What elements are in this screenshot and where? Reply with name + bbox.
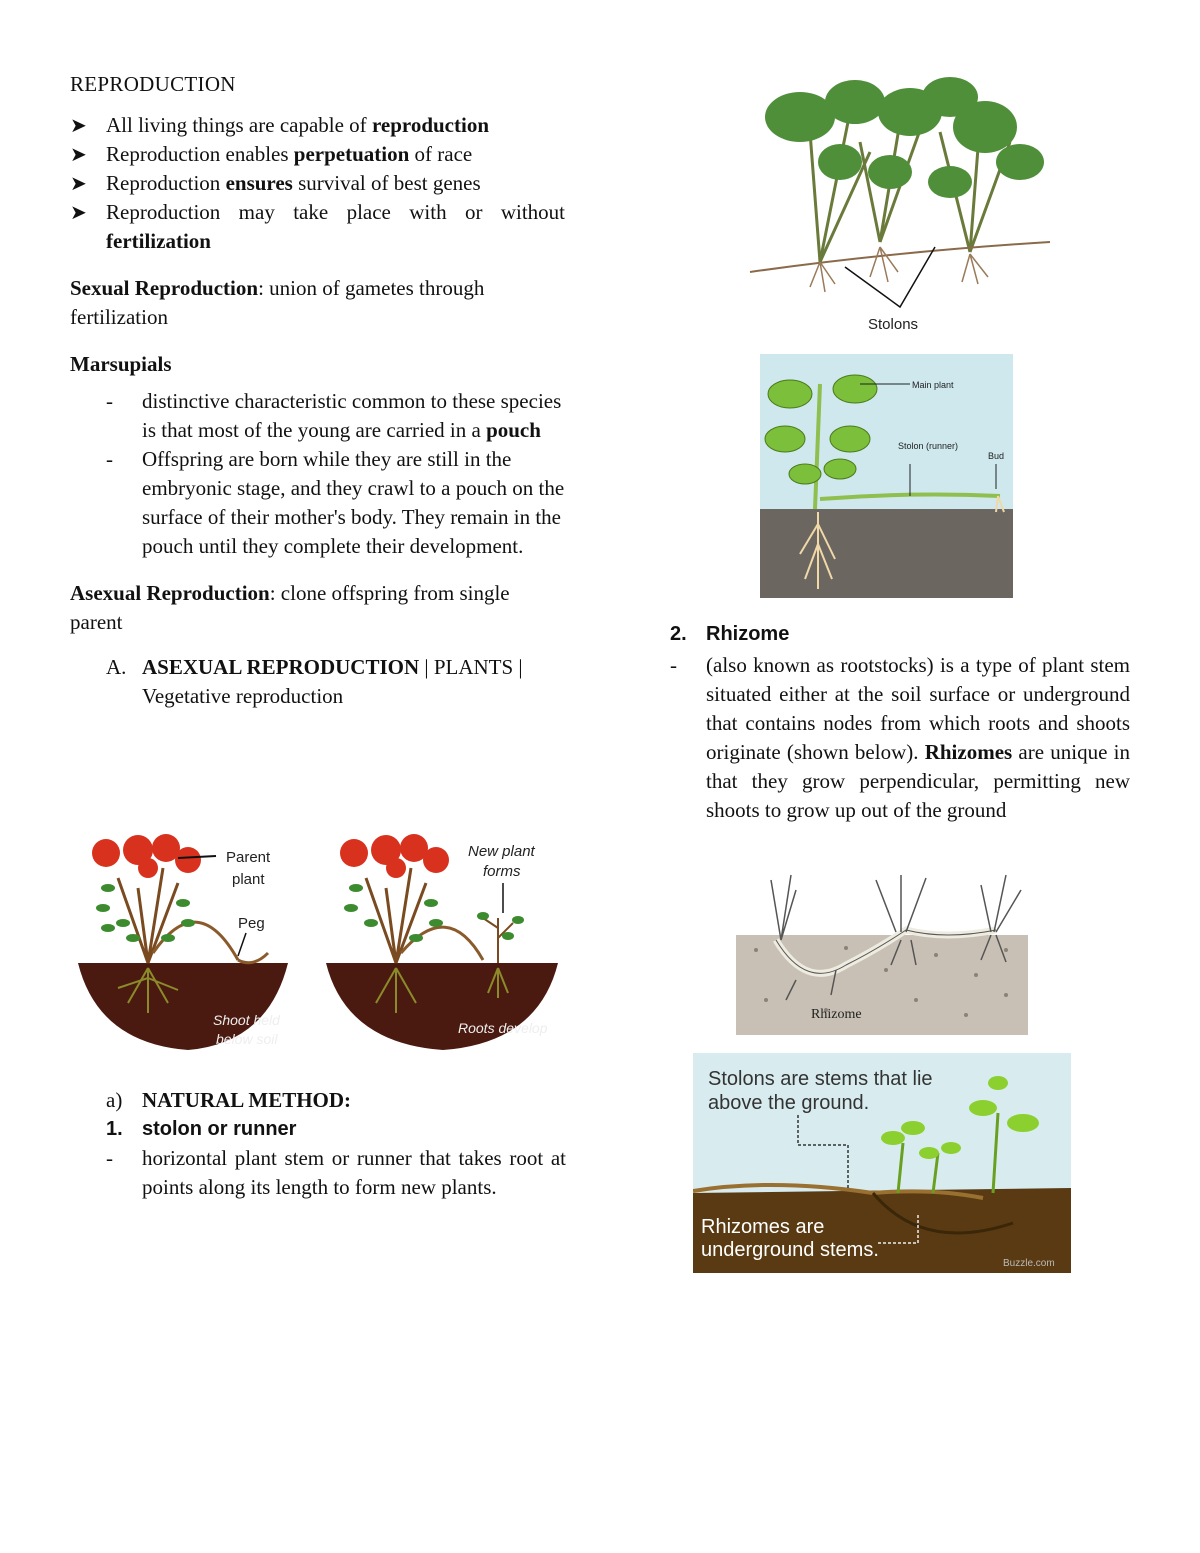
marsupial-item: - Offspring are born while they are still in the embryonic stage, and they crawl to a pouch on the surface of their mother's body. They remain in the pouch until they complete their development.	[106, 447, 565, 558]
svg-text:below soil: below soil	[216, 1031, 278, 1047]
left-column	[70, 70, 565, 711]
rhizome-heading: 2. Rhizome	[670, 623, 790, 645]
marsupial-item: - distinctive characteristic common to these species is that most of the young are carried in a pouch	[106, 389, 562, 442]
arrow-bullet-icon: ➤	[70, 200, 87, 224]
stolon-photo	[740, 72, 1055, 334]
svg-text:Main plant: Main plant	[912, 380, 954, 390]
svg-text:Parent: Parent	[226, 849, 271, 866]
svg-text:plant: plant	[232, 871, 265, 888]
reproduction-bullet: ➤ All living things are capable of reproduction	[106, 111, 565, 140]
rhizome-description: - (also known as rootstocks) is a type of plant stem situated either at the soil surface or underground that contains nodes from which roots and shoots originate (shown below). Rhizomes are unique in that they grow perpendicular, permitting new shoots to grow up out of the ground	[670, 653, 1130, 822]
svg-text:Roots develop: Roots develop	[458, 1020, 548, 1036]
stolon-description: - horizontal plant stem or runner that takes root at points along its length to form new plants.	[106, 1146, 566, 1199]
stolon-section	[106, 1086, 566, 1202]
svg-text:Stolon (runner): Stolon (runner)	[898, 441, 959, 451]
rhizome-sketch	[736, 870, 1028, 1035]
sexual-reproduction-def	[70, 274, 565, 332]
section-a-heading: A. ASEXUAL REPRODUCTION | PLANTS | Vegetative reproduction	[106, 655, 523, 708]
parent-plant-drawing	[78, 834, 288, 1050]
infographic-credit: Buzzle.com	[1003, 1258, 1055, 1269]
reproduction-bullet: ➤ Reproduction enables perpetuation of race	[106, 140, 565, 169]
natural-method-heading: a) NATURAL METHOD:	[106, 1088, 352, 1112]
infographic-top-label: Stolons are stems that lie above the ground.	[708, 1068, 933, 1114]
reproduction-bullets	[70, 111, 565, 256]
svg-text:forms: forms	[483, 863, 521, 880]
reproduction-bullet: ➤ Reproduction ensures survival of best genes	[106, 169, 565, 198]
rhizome-sketch-label: Rhizome	[811, 1007, 862, 1022]
layering-figure	[78, 828, 560, 1058]
svg-text:Shoot held: Shoot held	[213, 1012, 280, 1028]
sexual-reproduction-text: : union of gametes through fertilization	[70, 276, 485, 329]
page-title: REPRODUCTION	[70, 72, 236, 96]
marsupials-heading: Marsupials	[70, 352, 172, 376]
svg-text:Peg: Peg	[238, 915, 265, 932]
new-plant-drawing	[326, 834, 558, 1050]
stolon-heading: 1. stolon or runner	[106, 1118, 297, 1140]
sexual-reproduction-label: Sexual Reproduction	[70, 276, 259, 300]
arrow-bullet-icon: ➤	[70, 142, 87, 166]
reproduction-bullet: ➤ Reproduction may take place with or without fertilization	[70, 200, 565, 253]
infographic-bottom-label: Rhizomes are underground stems.	[701, 1216, 879, 1261]
stolon-diagram	[760, 354, 1013, 598]
stolon-rhizome-infographic	[693, 1053, 1071, 1273]
asexual-reproduction-def	[70, 579, 565, 637]
asexual-reproduction-text: : clone offspring from single parent	[70, 581, 510, 634]
marsupials-list	[70, 387, 565, 561]
stolons-label: Stolons	[868, 316, 919, 333]
arrow-bullet-icon: ➤	[70, 113, 87, 137]
svg-text:Bud: Bud	[988, 451, 1005, 461]
asexual-reproduction-label: Asexual Reproduction	[70, 581, 270, 605]
rhizome-section	[670, 620, 1130, 825]
arrow-bullet-icon: ➤	[70, 171, 87, 195]
svg-text:New plant: New plant	[468, 843, 535, 860]
